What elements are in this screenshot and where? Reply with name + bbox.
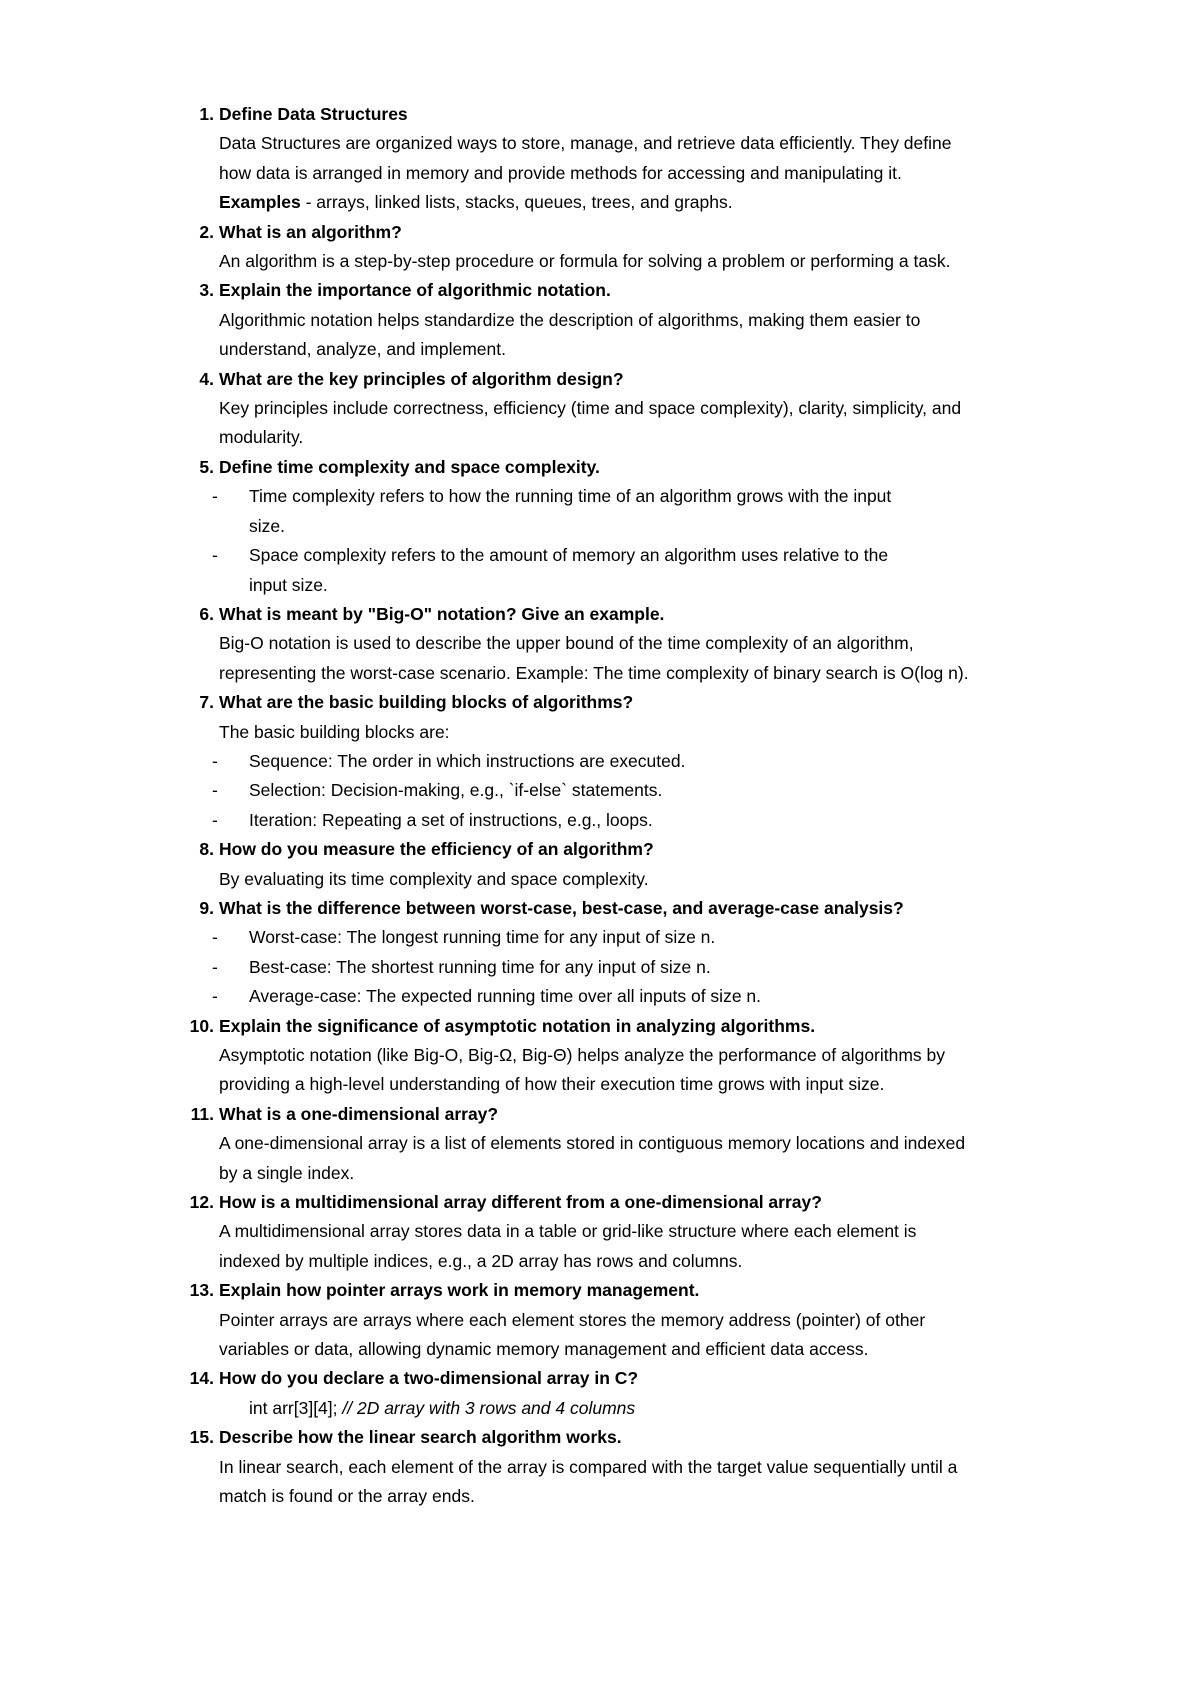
question-8 bbox=[176, 835, 1096, 894]
bullet-item: - Iteration: Repeating a set of instructions, e.g., loops. bbox=[176, 806, 1096, 835]
question-number: 12. bbox=[189, 1192, 214, 1213]
question-title: What is the difference between worst-case, best-case, and average-case analysis? bbox=[219, 897, 904, 918]
question-13 bbox=[176, 1276, 1096, 1364]
question-6 bbox=[176, 600, 1096, 688]
dash-bullet: - bbox=[212, 780, 218, 801]
answer-line: A one-dimensional array is a list of elements stored in contiguous memory locations and indexed bbox=[219, 1133, 966, 1154]
examples-label: Examples bbox=[219, 192, 301, 213]
question-3 bbox=[176, 276, 1096, 364]
answer-line: A multidimensional array stores data in a table or grid-like structure where each element is bbox=[219, 1221, 917, 1242]
answer-line: Big-O notation is used to describe the upper bound of the time complexity of an algorithm, bbox=[219, 633, 914, 654]
answer-line: Algorithmic notation helps standardize the description of algorithms, making them easier to bbox=[219, 309, 921, 330]
question-10 bbox=[176, 1012, 1096, 1100]
question-number: 9. bbox=[199, 897, 214, 918]
answer-line: match is found or the array ends. bbox=[219, 1486, 475, 1507]
question-title: What is a one-dimensional array? bbox=[219, 1103, 499, 1124]
question-14 bbox=[176, 1364, 1096, 1393]
answer-line: By evaluating its time complexity and space complexity. bbox=[219, 868, 649, 889]
dash-bullet: - bbox=[212, 956, 218, 977]
question-number: 5. bbox=[199, 456, 214, 477]
answer-line: variables or data, allowing dynamic memory management and efficient data access. bbox=[219, 1339, 869, 1360]
question-number: 11. bbox=[190, 1103, 214, 1124]
question-number: 1. bbox=[199, 104, 214, 124]
answer-line: Pointer arrays are arrays where each element stores the memory address (pointer) of other bbox=[219, 1309, 926, 1330]
question-number: 8. bbox=[199, 839, 214, 860]
question-title: Explain the significance of asymptotic notation in analyzing algorithms. bbox=[219, 1015, 816, 1036]
question-title: How do you declare a two-dimensional array in C? bbox=[219, 1368, 639, 1389]
examples-text: - arrays, linked lists, stacks, queues, trees, and graphs. bbox=[300, 192, 733, 213]
answer-line: by a single index. bbox=[219, 1162, 355, 1183]
dash-bullet: - bbox=[212, 809, 218, 830]
question-12 bbox=[176, 1188, 1096, 1276]
examples-line bbox=[219, 188, 1096, 217]
bullet-item: - Sequence: The order in which instructions are executed. bbox=[176, 747, 1096, 776]
answer-line: An algorithm is a step-by-step procedure or formula for solving a problem or performing a task. bbox=[219, 251, 951, 272]
question-title: Define Data Structures bbox=[219, 104, 408, 124]
answer-line: indexed by multiple indices, e.g., a 2D array has rows and columns. bbox=[219, 1250, 743, 1271]
question-title: Define time complexity and space complexity. bbox=[219, 456, 600, 477]
dash-bullet: - bbox=[212, 750, 218, 771]
question-number: 15. bbox=[189, 1427, 214, 1448]
question-number: 14. bbox=[189, 1368, 214, 1389]
question-title: What are the basic building blocks of algorithms? bbox=[219, 692, 634, 713]
answer-line: In linear search, each element of the array is compared with the target value sequentially until a bbox=[219, 1456, 958, 1477]
question-15 bbox=[176, 1423, 1096, 1511]
bullet-list bbox=[176, 923, 1096, 1011]
dash-bullet: - bbox=[212, 986, 218, 1007]
question-number: 3. bbox=[199, 280, 214, 301]
question-title: Explain how pointer arrays work in memory management. bbox=[219, 1280, 700, 1301]
answer-line: Data Structures are organized ways to store, manage, and retrieve data efficiently. They define bbox=[219, 133, 952, 154]
answer-line: understand, analyze, and implement. bbox=[219, 339, 506, 360]
dash-bullet: - bbox=[212, 545, 218, 566]
answer-line: how data is arranged in memory and provide methods for accessing and manipulating it. bbox=[219, 162, 902, 183]
bullet-item: - Worst-case: The longest running time for any input of size n. bbox=[176, 923, 1096, 952]
question-2 bbox=[176, 218, 1096, 277]
bullet-item: - Space complexity refers to the amount of memory an algorithm uses relative to the input size. bbox=[176, 541, 1096, 600]
question-number: 10. bbox=[189, 1015, 214, 1036]
question-number: 4. bbox=[199, 368, 214, 389]
question-number: 7. bbox=[199, 692, 214, 713]
question-number: 6. bbox=[199, 603, 214, 624]
code-line bbox=[176, 1394, 1096, 1423]
question-title: What is meant by "Big-O" notation? Give an example. bbox=[219, 603, 665, 624]
question-11 bbox=[176, 1100, 1096, 1188]
question-title: How is a multidimensional array different from a one-dimensional array? bbox=[219, 1192, 822, 1213]
question-title: Describe how the linear search algorithm works. bbox=[219, 1427, 622, 1448]
question-9 bbox=[176, 894, 1096, 923]
answer-line: Asymptotic notation (like Big-O, Big-Ω, Big-Θ) helps analyze the performance of algorithms by bbox=[219, 1045, 946, 1065]
answer-line: The basic building blocks are: bbox=[219, 721, 450, 742]
question-title: How do you measure the efficiency of an algorithm? bbox=[219, 839, 654, 860]
question-title: Explain the importance of algorithmic notation. bbox=[219, 280, 611, 301]
code-statement: int arr[3][4]; bbox=[249, 1397, 343, 1418]
answer-line: Key principles include correctness, efficiency (time and space complexity), clarity, simplicity, and bbox=[219, 398, 962, 419]
bullet-item: - Average-case: The expected running time over all inputs of size n. bbox=[176, 982, 1096, 1011]
bullet-item: - Selection: Decision-making, e.g., `if-else` statements. bbox=[176, 776, 1096, 805]
bullet-list bbox=[176, 747, 1096, 835]
bullet-item: - Best-case: The shortest running time for any input of size n. bbox=[176, 953, 1096, 982]
question-number: 13. bbox=[189, 1280, 214, 1301]
question-list bbox=[176, 100, 1096, 1512]
answer-line: representing the worst-case scenario. Example: The time complexity of binary search is O(log n). bbox=[219, 662, 969, 683]
code-comment: // 2D array with 3 rows and 4 columns bbox=[342, 1397, 636, 1418]
bullet-item: - Time complexity refers to how the running time of an algorithm grows with the input size. bbox=[176, 482, 1096, 541]
question-5 bbox=[176, 453, 1096, 482]
bullet-list bbox=[176, 482, 1096, 600]
question-4 bbox=[176, 365, 1096, 453]
question-1 bbox=[176, 100, 1096, 218]
question-title: What is an algorithm? bbox=[219, 221, 402, 242]
dash-bullet: - bbox=[212, 927, 218, 948]
question-7 bbox=[176, 688, 1096, 747]
question-number: 2. bbox=[199, 221, 214, 242]
answer-line: providing a high-level understanding of how their execution time grows with input size. bbox=[219, 1074, 885, 1095]
question-title: What are the key principles of algorithm design? bbox=[219, 368, 624, 389]
answer-line: modularity. bbox=[219, 427, 304, 448]
dash-bullet: - bbox=[212, 486, 218, 507]
